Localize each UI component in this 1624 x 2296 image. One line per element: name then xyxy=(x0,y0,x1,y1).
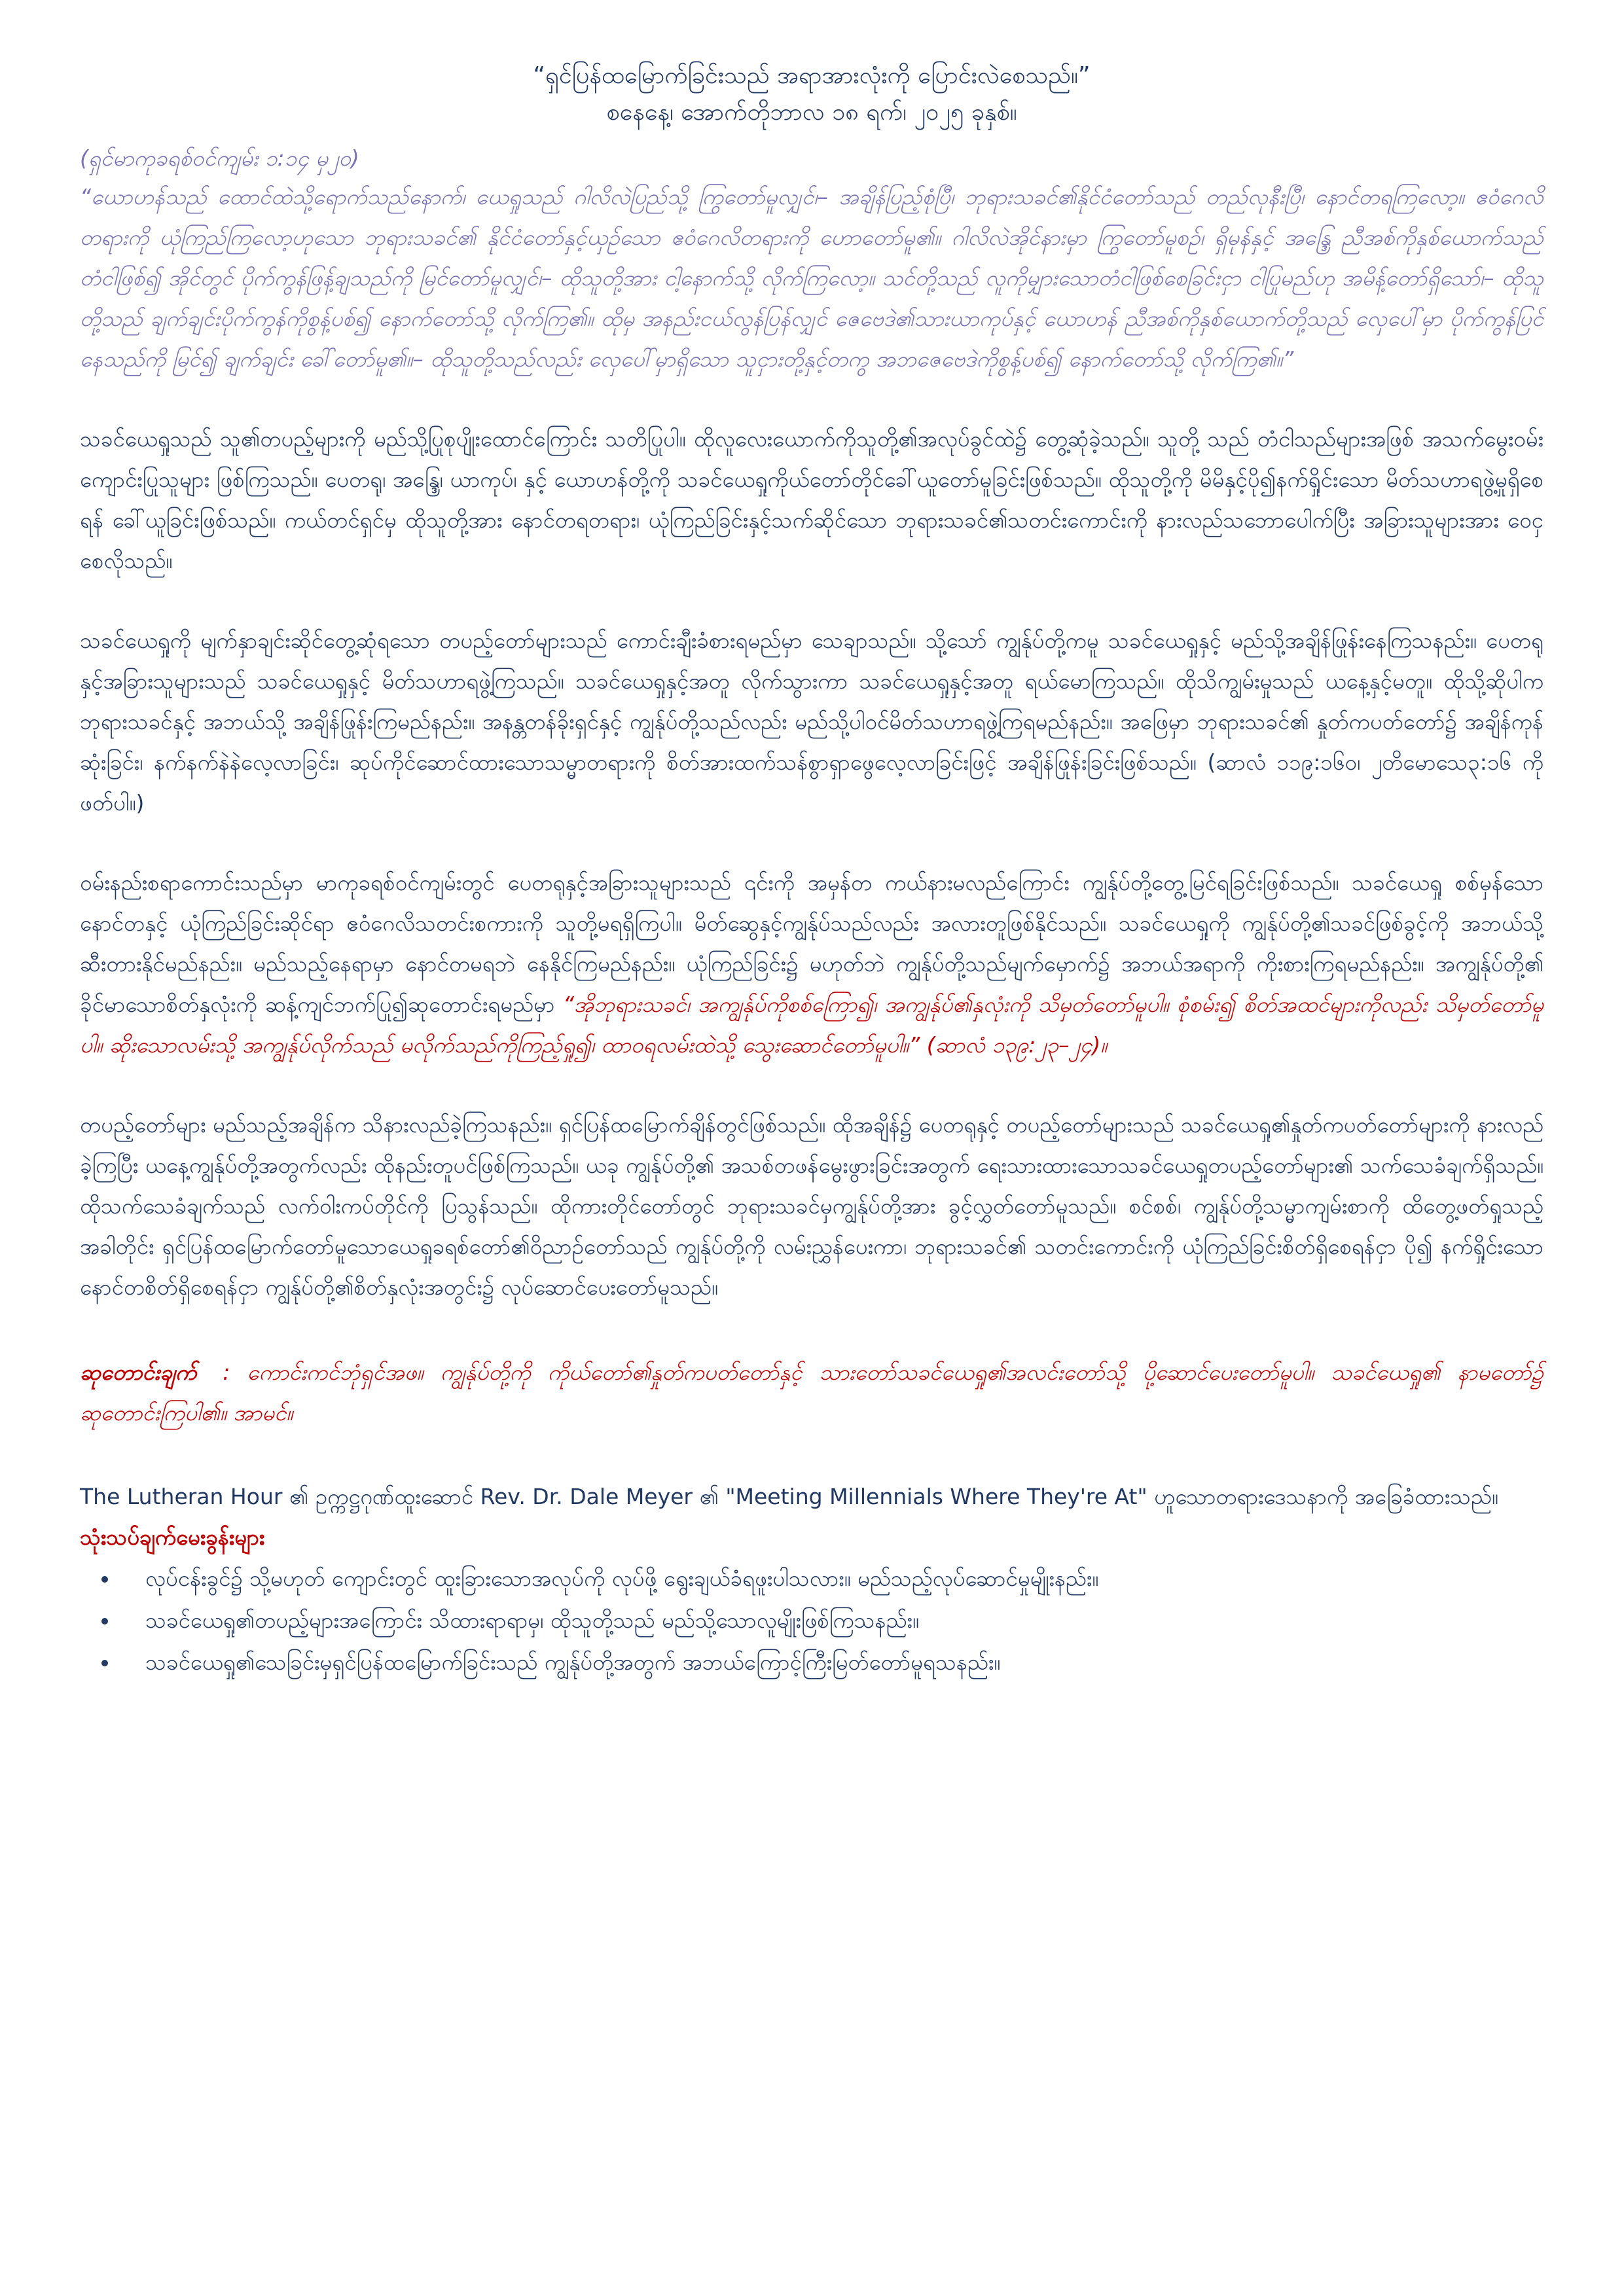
paragraph-3-text: ဝမ်းနည်းစရာကောင်းသည်မှာ မာကုခရစ်ဝင်ကျမ်းတွင် ပေတရုနှင့်အခြားသူများသည် ၎င်းကို အမှန်တ ကယ်နားမလည်ကြောင်း ကျွန်ုပ်တို့တွေ့မြင်ရခြင်းဖြစ်သည်။ သခင်ယေရှု စစ်မှန်သောနောင်တနှင့် ယုံကြည်ခြင်းဆိုင်ရာ ဧဝံဂေလိသတင်းစကားကို သူတို့မရရှိကြပါ။ မိတ်ဆွေနှင့်ကျွန်ုပ်သည်လည်း အလားတူဖြစ်နိုင်သည်။ သခင်ယေရှုကို ကျွန်ုပ်တို့၏သခင်ဖြစ်ခွင့်ကို အဘယ်သို့ ဆီးတားနိုင်မည်နည်း။ မည်သည့်နေရာမှာ နောင်တမရဘဲ နေနိုင်ကြမည်နည်း။ ယုံကြည်ခြင်း၌ မဟုတ်ဘဲ ကျွန်ုပ်တို့သည်မျက်မှောက်၌ အဘယ်အရာကို ကိုးစားကြရမည်နည်း။ အကျွန်ုပ်တို့၏ ခိုင်မာသောစိတ်နှလုံးကို ဆန့်ကျင်ဘက်ပြု၍ဆုတောင်းရမည်မှာ xyxy=(80,870,1543,1017)
scripture-text: “ယောဟန်သည် ထောင်ထဲသို့ရောက်သည်နောက်၊ ယေရှုသည် ဂါလိလဲပြည်သို့ ကြွတော်မူလျှင်၊– အချိန်ပြည့်စုံပြီ၊ ဘုရားသခင်၏နိုင်ငံတော်သည် တည်လုနီးပြီ၊ နောင်တရကြလော့။ ဧဝံဂေလိတရားကို ယုံကြည်ကြလော့ဟုသော ဘုရားသခင်၏ နိုင်ငံတော်နှင့်ယှဉ်သော ဧဝံဂေလိတရားကို ဟောတော်မူ၏။ ဂါလိလဲအိုင်နားမှာ ကြွတော်မူစဉ်၊ ရှိမုန်နှင့် အန္ဒြေ ညီအစ်ကိုနှစ်ယောက်သည် တံငါဖြစ်၍ အိုင်တွင် ပိုက်ကွန်ဖြန့်ချသည်ကို မြင်တော်မူလျှင်၊– ထိုသူတို့အား ငါ့နောက်သို့ လိုက်ကြလော့။ သင်တို့သည် လူကိုမျှားသောတံငါဖြစ်စေခြင်းငှာ ငါပြုမည်ဟု အမိန့်တော်ရှိသော်၊– ထိုသူတို့သည် ချက်ချင်းပိုက်ကွန်ကိုစွန့်ပစ်၍ နောက်တော်သို့ လိုက်ကြ၏။ ထိုမှ အနည်းငယ်လွန်ပြန်လျှင် ဇေဗေဒဲ၏သားယာကုပ်နှင့် ယောဟန် ညီအစ်ကိုနှစ်ယောက်တို့သည် လှေပေါ်မှာ ပိုက်ကွန်ပြင်နေသည်ကို မြင်၍ ချက်ချင်း ခေါ်တော်မူ၏။– ထိုသူတို့သည်လည်း လှေပေါ်မှာရှိသော သူငှားတို့နှင့်တကွ အဘဇေဗေဒဲကိုစွန့်ပစ်၍ နောက်တော်သို့ လိုက်ကြ၏။” xyxy=(80,184,1543,372)
paragraph-4: တပည့်တော်များ မည်သည့်အချိန်က သိနားလည်ခဲ့ကြသနည်း။ ရှင်ပြန်ထမြောက်ချိန်တွင်ဖြစ်သည်။ ထိုအချိန်၌ ပေတရုနှင့် တပည့်တော်များသည် သခင်ယေရှု၏နှုတ်ကပတ်တော်များကို နားလည်ခဲ့ကြပြီး ယနေ့ကျွန်ုပ်တို့အတွက်လည်း ထိုနည်းတူပင်ဖြစ်ကြသည်။ ယခု ကျွန်ုပ်တို့၏ အသစ်တဖန်မွေးဖွားခြင်းအတွက် ရေးသားထားသောသခင်ယေရှုတပည့်တော်များ၏ သက်သေခံချက်ရှိသည်။ ထိုသက်သေခံချက်သည် လက်ဝါးကပ်တိုင်ကို ပြသွန်သည်။ ထိုကားတိုင်တော်တွင် ဘုရားသခင်မှကျွန်ုပ်တို့အား ခွင့်လွှတ်တော်မူသည်။ စင်စစ်၊ ကျွန်ုပ်တို့သမ္မာကျမ်းစာကို ထိတွေ့ဖတ်ရှုသည့်အခါတိုင်း ရှင်ပြန်ထမြောက်တော်မူသောယေရှုခရစ်တော်၏ဝိညာဉ်တော်သည် ကျွန်ုပ်တို့ကို လမ်းညွှန်ပေးကာ၊ ဘုရားသခင်၏ သတင်းကောင်းကို ယုံကြည်ခြင်းစိတ်ရှိစေရန်ငှာ ပို၍ နက်ရှိုင်းသောနောင်တစိတ်ရှိစေရန်ငှာ ကျွန်ုပ်တို့၏စိတ်နှလုံးအတွင်း၌ လုပ်ဆောင်ပေးတော်မူသည်။ xyxy=(80,1112,1543,1300)
paragraph-1: သခင်ယေရှုသည် သူ၏တပည့်များကို မည်သို့ပြုစုပျိုးထောင်ကြောင်း သတိပြုပါ။ ထိုလူလေးယောက်ကိုသူတို့၏အလုပ်ခွင်ထဲ၌ တွေ့ဆုံခဲ့သည်။ သူတို့ သည် တံငါသည်များအဖြစ် အသက်မွေးဝမ်း ကျောင်းပြုသူများ ဖြစ်ကြသည်။ ပေတရု၊ အန္ဒြေ၊ ယာကုပ်၊ နှင့် ယောဟန်တို့ကို သခင်ယေရှုကိုယ်တော်တိုင်ခေါ်ယူတော်မူခြင်းဖြစ်သည်။ ထိုသူတို့ကို မိမိနှင့်ပို၍နက်ရှိုင်းသော မိတ်သဟာရဖွဲ့မှုရှိစေရန် ခေါ်ယူခြင်းဖြစ်သည်။ ကယ်တင်ရှင်မှ ထိုသူတို့အား နောင်တရတရား၊ ယုံကြည်ခြင်းနှင့်သက်ဆိုင်သော ဘုရားသခင်၏သတင်းကောင်းကို နားလည်သဘောပေါက်ပြီး အခြားသူများအား ဝေငှစေလိုသည်။ xyxy=(80,426,1543,573)
list-item: • လုပ်ငန်းခွင်၌ သို့မဟုတ် ကျောင်းတွင် ထူးခြားသောအလုပ်ကို လုပ်ဖို့ ရွေးချယ်ခံရဖူးပါသလား။ မည်သည့်လုပ်ဆောင်မှုမျိုးနည်း။ xyxy=(119,1558,1543,1600)
prayer-label: ဆုတောင်းချက် xyxy=(80,1359,197,1385)
reflection-heading: သုံးသပ်ချက်မေးခွန်းများ xyxy=(80,1524,265,1550)
prayer-section xyxy=(80,1352,1543,1433)
scripture-reference: (ရှင်မာကုခရစ်ဝင်ကျမ်း ၁:၁၄ မှ၂၀) xyxy=(80,145,359,171)
paragraph-2: သခင်ယေရှုကို မျက်နှာချင်းဆိုင်တွေ့ဆုံရသော တပည့်တော်များသည် ကောင်းချီးခံစားရမည်မှာ သေချာသည်။ သို့သော် ကျွန်ုပ်တို့ကမူ သခင်ယေရှုနှင့် မည်သို့အချိန်ဖြုန်းနေကြသနည်း။ ပေတရုနှင့်အခြားသူများသည် သခင်ယေရှုနှင့် မိတ်သဟာရဖွဲ့ကြသည်။ သခင်ယေရှုနှင့်အတူ လိုက်သွားကာ သခင်ယေရှုနှင့်အတူ ရယ်မောကြသည်။ ထိုသိကျွမ်းမှုသည် ယနေ့နှင့်မတူ။ ထိုသို့ဆိုပါက ဘုရားသခင်နှင့် အဘယ်သို့ အချိန်ဖြုန်းကြမည်နည်း။ အနန္တတန်ခိုးရှင်နှင့် ကျွန်ုပ်တို့သည်လည်း မည်သို့ပါဝင်မိတ်သဟာရဖွဲ့ကြရမည်နည်း။ အဖြေမှာ ဘုရားသခင်၏ နှုတ်ကပတ်တော်၌ အချိန်ကုန်ဆုံးခြင်း၊ နက်နက်နဲနဲလေ့လာခြင်း၊ ဆုပ်ကိုင်ဆောင်ထားသောသမ္မာတရားကို စိတ်အားထက်သန်စွာရှာဖွေလေ့လာခြင်းဖြင့် အချိန်ဖြုန်းခြင်းဖြစ်သည်။ (ဆာလံ ၁၁၉:၁၆၀၊ ၂တိမောသေ၃:၁၆ ကိုဖတ်ပါ။) xyxy=(80,628,1543,816)
paragraph-3 xyxy=(80,863,1543,1066)
list-item: • သခင်ယေရှု၏တပည့်များအကြောင်း သိထားရာရာမှ၊ ထိုသူတို့သည် မည်သို့သောလူမျိုးဖြစ်ကြသနည်း။ xyxy=(119,1600,1543,1641)
devotion-date: စနေနေ့၊ အောက်တိုဘာလ ၁၈ ရက်၊ ၂၀၂၅ ခုနှစ်။ xyxy=(606,99,1017,126)
list-item: • သခင်ယေရှု၏သေခြင်းမှရှင်ပြန်ထမြောက်ခြင်းသည် ကျွန်ုပ်တို့အတွက် အဘယ်ကြောင့်ကြီးမြတ်တော်မူရသနည်း။ xyxy=(119,1641,1543,1683)
document-page xyxy=(80,58,1543,1683)
devotion-title: “ရှင်ပြန်ထမြောက်ခြင်းသည် အရာအားလုံးကို ပြောင်းလဲစေသည်။” xyxy=(533,62,1091,89)
acknowledgement: The Lutheran Hour ၏ ဥက္ကဋ္ဌဂုဏ်ထူးဆောင် Rev. Dr. Dale Meyer ၏ "Meeting Millennials Where They're At" ဟူသောတရားဒေသနာကို အခြေခံထားသည်။ xyxy=(80,1484,1498,1509)
reflection-questions xyxy=(80,1558,1543,1683)
prayer-text: : ကောင်းကင်ဘုံရှင်အဖ။ ကျွန်ုပ်တို့ကို ကိုယ်တော်၏နှုတ်ကပတ်တော်နှင့် သားတော်သခင်ယေရှု၏အလင်းတော်သို့ ပို့ဆောင်ပေးတော်မူပါ။ သခင်ယေရှု၏ နာမတော်၌ ဆုတောင်းကြပါ၏။ အာမင်။ xyxy=(80,1359,1543,1426)
psalm-prayer-quote: “အိုဘုရားသခင်၊ အကျွန်ုပ်ကိုစစ်ကြော၍၊ အကျွန်ုပ်၏နှလုံးကို သိမှတ်တော်မူပါ။ စုံစမ်း၍ စိတ်အထင်များကိုလည်း သိမှတ်တော်မူပါ။ ဆိုးသောလမ်းသို့ အကျွန်ုပ်လိုက်သည် မလိုက်သည်ကိုကြည့်ရှု၍၊ ထာဝရလမ်းထဲသို့ သွေးဆောင်တော်မူပါ။” (ဆာလံ ၁၃၉:၂၃–၂၄)။ xyxy=(80,992,1543,1058)
